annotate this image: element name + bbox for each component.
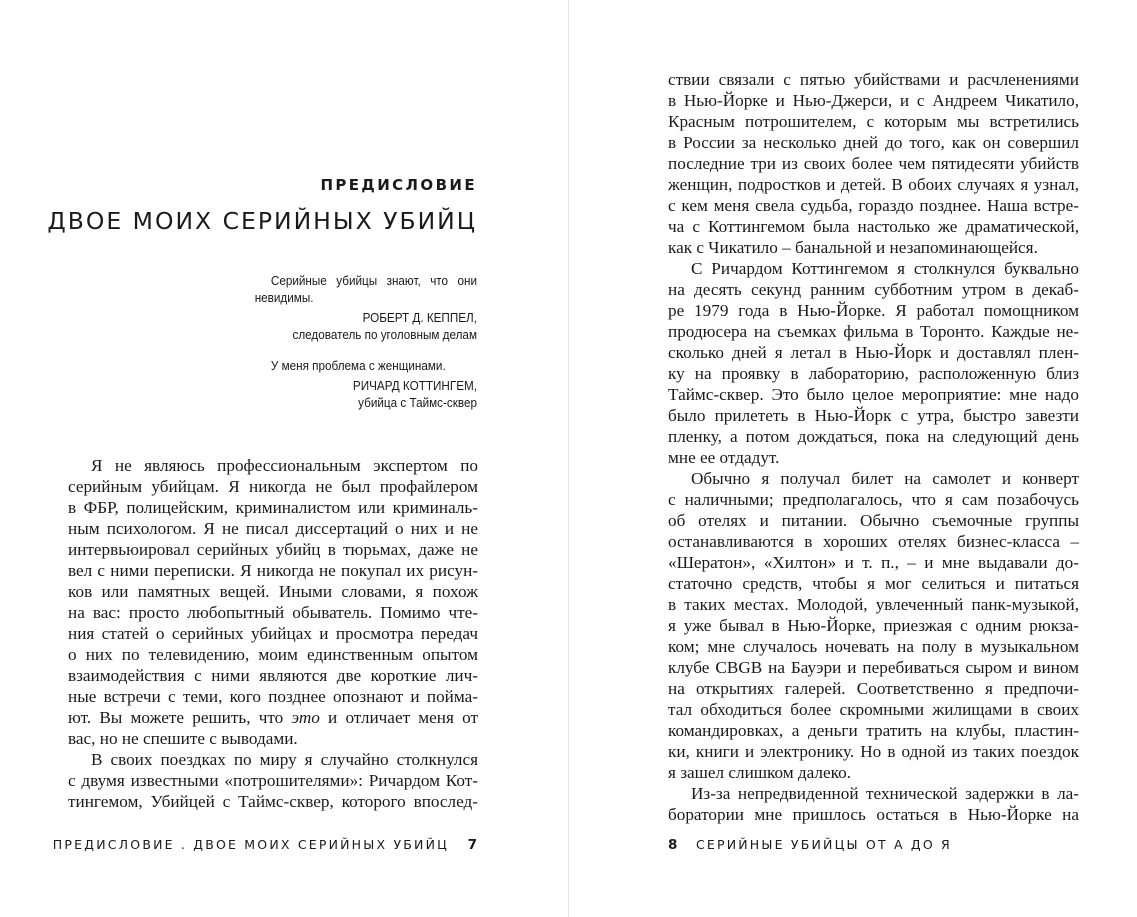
text-line: вел с ними переписки. Я никогда не покупал их рисун- <box>68 561 478 580</box>
text-line: вас, но не спешите с выводами. <box>68 729 298 748</box>
epigraph-quote: У меня проблема с женщинами. <box>270 358 446 373</box>
text-line: ча с Коттингемом была настолько же драматической, <box>668 217 1079 236</box>
text-line: С Ричардом Коттингемом я столкнулся буквально <box>691 259 1079 278</box>
text-line: тингемом, Убийцей с Таймс-сквер, которого впослед- <box>68 792 478 811</box>
paragraph <box>68 455 478 749</box>
page-number: 7 <box>467 837 477 853</box>
text-line: взаимодействия с ними являются две короткие лич- <box>68 666 478 685</box>
paragraph <box>668 258 1079 468</box>
text-line: командировках, а деньги тратить на клубы, пластин- <box>668 721 1079 740</box>
emphasis: это <box>291 708 320 727</box>
chapter-kicker: ПРЕДИСЛОВИЕ <box>320 176 477 194</box>
epigraph-author: РОБЕРТ Д. КЕППЕЛ, <box>362 310 477 325</box>
text-line: как с Чикатило – банальной и незапоминающейся. <box>668 238 1038 257</box>
text-line: на открытиях галерей. Соответственно я предпочи- <box>668 679 1079 698</box>
text-line: на десять секунд ранним субботним утром в декаб- <box>668 280 1079 299</box>
text-line: последние три из своих более чем пятидесяти убийств <box>668 154 1079 173</box>
text-line: сколько дней я летал в Нью-Йорк и доставлял плен- <box>668 343 1079 362</box>
text-line: Я не являюсь профессиональным экспертом по <box>91 456 478 475</box>
page-footer <box>53 837 477 853</box>
chapter-title: ДВОЕ МОИХ СЕРИЙНЫХ УБИЙЦ <box>47 207 477 235</box>
text-line: тал обходиться более скромными жилищами в своих <box>668 700 1079 719</box>
text-line: о них по телевидению, моим единственным опытом <box>68 645 478 664</box>
epigraph-author-role: убийца с Таймс-сквер <box>358 395 477 410</box>
body-text <box>668 69 1079 825</box>
running-head: ПРЕДИСЛОВИЕ . ДВОЕ МОИХ СЕРИЙНЫХ УБИЙЦ <box>52 837 450 852</box>
text-line: ком; мне случалось ночевать на полу в музыкальном <box>668 637 1079 656</box>
text-line: Из-за непредвиденной технической задержки в ла- <box>691 784 1079 803</box>
text-line: в Нью-Йорке и Нью-Джерси, и с Андреем Чикатило, <box>668 91 1079 110</box>
text-line: с двумя известными «потрошителями»: Ричардом Кот- <box>68 771 478 790</box>
text-line: серийным убийцам. Я никогда не был профайлером <box>68 477 478 496</box>
text-line: ствии связали с пятью убийствами и расчленениями <box>668 70 1079 89</box>
paragraph <box>668 468 1079 783</box>
text-line: статочно средств, чтобы я мог селиться и питаться <box>668 574 1079 593</box>
text-line: об отелях и питании. Обычно съемочные группы <box>668 511 1079 530</box>
page-footer <box>668 837 952 853</box>
text-line: ные встречи с теми, кого позднее опознают и пойма- <box>68 687 478 706</box>
text-line: Таймс-сквер. Это было целое мероприятие: мне надо <box>668 385 1079 404</box>
epigraph-quote: Серийные убийцы знают, что они невидимы. <box>254 273 477 305</box>
epigraph-2 <box>255 357 477 411</box>
text-line: останавливаются в хороших отелях бизнес-класса – <box>668 532 1079 551</box>
text-line: в таких местах. Молодой, увлеченный панк-музыкой, <box>668 595 1079 614</box>
text-line: ния статей о серийных убийцах и просмотра передач <box>68 624 478 643</box>
text-line: в России за несколько дней до того, как он совершил <box>668 133 1079 152</box>
text-line: продюсера на съемках фильма в Торонто. Каждые не- <box>668 322 1079 341</box>
text-line: ки, книги и электронику. Но в одной из таких поездок <box>668 742 1079 761</box>
right-page <box>569 0 1137 917</box>
text-line: было прилететь в Нью-Йорк с утра, быстро завезти <box>668 406 1079 425</box>
text-line: ков или памятных вещей. Иными словами, я похож <box>68 582 478 601</box>
text-line: клубе CBGB на Бауэри и перебиваться сыром и вином <box>668 658 1079 677</box>
left-page <box>0 0 568 917</box>
text-line: с кем меня свела судьба, гораздо позднее. Наша встре- <box>668 196 1079 215</box>
epigraph-author-role: следователь по уголовным делам <box>292 327 477 342</box>
epigraph-1 <box>255 272 477 343</box>
text-line: ку на проявку в лабораторию, расположенную близ <box>668 364 1079 383</box>
text-line: интервьюировал серийных убийц в тюрьмах, даже не <box>68 540 478 559</box>
text-line: боратории мне пришлось остаться в Нью-Йорке на <box>668 805 1079 824</box>
text-line: на вас: просто любопытный обыватель. Помимо чте- <box>68 603 478 622</box>
body-text <box>68 455 478 812</box>
text-line: женщин, подростков и детей. В обоих случаях я узнал, <box>668 175 1079 194</box>
text-line: пленку, а потом дождаться, пока на следующий день <box>668 427 1079 446</box>
text-line: мне ее отдадут. <box>668 448 780 467</box>
text-line: с наличными; предполагалось, что я сам позабочусь <box>668 490 1079 509</box>
paragraph <box>68 749 478 812</box>
page-number: 8 <box>668 837 678 853</box>
text-line: ным психологом. Я не писал диссертаций о них и не <box>68 519 478 538</box>
text-line: в ФБР, полицейским, криминалистом или криминаль- <box>68 498 478 517</box>
text-line: Красным потрошителем, с которым мы встретились <box>668 112 1079 131</box>
epigraph-author: РИЧАРД КОТТИНГЕМ, <box>352 378 477 393</box>
text-line: ют. Вы можете решить, что это и отличает меня от <box>68 708 478 727</box>
text-line: «Шератон», «Хилтон» и т. п., – и мне выдавали до- <box>668 553 1079 572</box>
text-line: Обычно я получал билет на самолет и конверт <box>691 469 1079 488</box>
text-line: я зашел слишком далеко. <box>668 763 852 782</box>
text-line: ре 1979 года в Нью-Йорке. Я работал помощником <box>668 301 1079 320</box>
text-line: В своих поездках по миру я случайно столкнулся <box>91 750 478 769</box>
paragraph <box>668 69 1079 258</box>
running-head: СЕРИЙНЫЕ УБИЙЦЫ ОТ А ДО Я <box>695 837 952 852</box>
text-line: я уже бывал в Нью-Йорке, приезжая с одним рюкза- <box>668 616 1079 635</box>
paragraph <box>668 783 1079 825</box>
